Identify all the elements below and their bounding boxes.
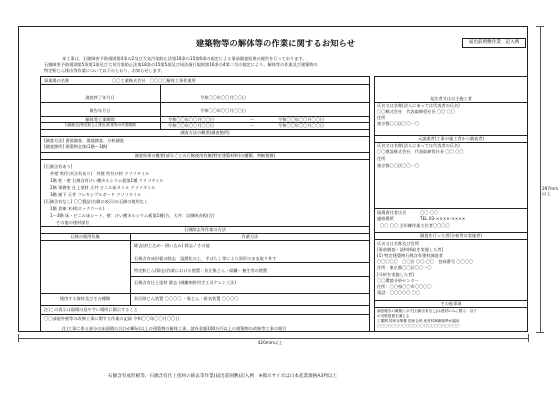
work-row-3: 特定粉じん(除去)作業における措置：負圧集じん・隔離・養生等の措置 bbox=[134, 268, 268, 273]
method-line-2: [調査箇所] 建築物全体(1階〜3階) bbox=[44, 144, 108, 149]
bottom-note: 注)工事に係る部分の床面積の合計が80㎡以上の建築物の解体工事、請負金額100万円以上の建築物の改修等工事の場合 bbox=[62, 326, 287, 331]
asbestos-period-tilde: 〜 bbox=[250, 123, 255, 128]
work-period-from: 令和〇〇年〇〇月〇〇日 bbox=[168, 117, 215, 122]
report-value: 令和〇〇年〇〇月〇〇日 bbox=[200, 108, 247, 113]
result-line-6: [石綿含有なし] 〇〇製品(右側の表示)の石綿の使用なし bbox=[44, 199, 149, 204]
contractor-addr-value: 東京都〇〇区〇〇一〇 bbox=[377, 163, 419, 168]
notes-label: 注)この表示は現場の見やすい場所に掲示すること bbox=[44, 307, 138, 312]
page-title: 建築物等の解体等の作業に関するお知らせ bbox=[196, 38, 356, 48]
surveyor-line-8: 住所：〇〇県〇〇市〇〇〇〇 bbox=[377, 284, 432, 289]
other-line-2: の対策措置を講じる bbox=[377, 314, 410, 318]
result-line-1: [石綿含有あり] bbox=[44, 164, 73, 169]
surveyor-header: 調査を行った者(分析等の実施者) bbox=[420, 233, 482, 238]
work-period-to: 令和〇〇年〇〇月〇〇日 bbox=[278, 117, 325, 122]
surveyor-line-3: (1) 特定建築物石綿含有建材調査者 bbox=[377, 253, 443, 258]
report-label: 報告年月日 bbox=[89, 108, 111, 113]
other-header: その他事項 bbox=[440, 301, 462, 306]
result-line-9: その他の建材部位 bbox=[56, 220, 90, 225]
work-header: 石綿除去等作業の方法 bbox=[184, 227, 226, 232]
client-addr-value: 東京都〇〇区〇〇一〇 bbox=[377, 121, 419, 126]
work-row-1: 除去(封じ込め・囲い込み) 除去 / その他 bbox=[134, 243, 210, 248]
height-dimension-label: 297mm以上 bbox=[542, 186, 558, 196]
result-line-4: 2階 事務室 仕上塗材 天井 ビニル床タイル クリソタイル bbox=[50, 185, 156, 190]
intro-line-2: 石綿障害予防規則第5条第1項及び大気汚染防止法第18条の15第5項及び同法施行規則第16条の4第二号の規定により、解体等の作業及び建築物の bbox=[44, 62, 318, 67]
work-row-2: 石綿含有成形板の除去 湿潤化の上、手ばらし等により原形のまま取り外す bbox=[134, 256, 277, 261]
phone-value: TEL 03-××××-×××× bbox=[420, 216, 466, 221]
contractor-name-label: 氏名又は名称(法人にあっては代表者の氏名) bbox=[377, 143, 460, 148]
client-name-value: 〇〇株式会社 代表取締役社長 〇〇 〇〇 bbox=[377, 109, 456, 114]
method-line-1: [調査方法] 書面調査、現地調査、分析調査 bbox=[44, 138, 124, 143]
intro-line-3: 特定粉じん排出等作業について以下のとおり、お知らせします。 bbox=[44, 68, 165, 73]
surveyor-line-2: [事前調査・試料採取を実施した者] bbox=[377, 247, 444, 252]
site-manager-value: 〇〇 〇〇 bbox=[420, 210, 439, 215]
contractor-name-value: 〇〇建設株式会社 代表取締役社長 〇〇 〇〇 bbox=[377, 149, 464, 154]
work-period-tilde: 〜 bbox=[250, 117, 255, 122]
result-header: 調査結果の概要(部分ごとの石綿使用有無(特定建築材料)の種類、判断根拠) bbox=[134, 153, 276, 158]
other-line-1: 調査報告の概要に示す[石綿含有なし]は建材のみに限る：以下 bbox=[377, 309, 477, 313]
survey-end-value: 令和〇〇年〇〇月〇〇日 bbox=[200, 95, 247, 100]
client-header: 発注者又は自主施工者 bbox=[430, 96, 472, 101]
tools-value: 負圧除じん装置 〇〇〇〇 ・集じん・排気装置 〇〇〇〇 bbox=[134, 296, 239, 301]
footer-box: 〇〇部屋外壁等の改修工事に関する作業の記録 令和〇〇年〇〇月〇〇日 bbox=[44, 316, 180, 321]
caption: 石綿含有成形板等、石綿含有仕上塗材の除去等作業(届出前則敷)記入例 ※掲示サイズは日本産業規格A3判以上 bbox=[108, 374, 338, 379]
work-row-4: 石綿含有仕上塗材 除去 (剥離剤併用手工具ケレン工法) bbox=[134, 280, 237, 285]
other-line-3: 工期間 国家対策費 国家合併 産材料制御基準が適用 bbox=[377, 319, 460, 323]
operator-value: 〇〇工業株式会社 〇〇〇〇解体工事作業所 bbox=[112, 78, 196, 83]
work-period-label: 解体等工事期間 bbox=[85, 117, 115, 122]
result-line-7: 1階 倉庫 木材(ロックウール) bbox=[50, 206, 105, 211]
asbestos-period-label: 石綿除去(特定粉じん排出)作業等の作業期間 bbox=[64, 123, 136, 127]
client-name-label: 氏名又は名称(法人にあっては代表者の氏名) bbox=[377, 103, 460, 108]
contractor-addr-label: 住所 bbox=[377, 156, 386, 161]
result-line-2: 外壁 吹付け(含有あり) 外壁 吹付け材 クリソタイル bbox=[50, 171, 150, 176]
contractor-header: 元請業者(工事の施工者かつ調査者) bbox=[417, 136, 485, 141]
result-line-3: 1階 柱・壁 石綿含有けい酸カルシウム板第1種 クリソタイル bbox=[50, 178, 164, 183]
method-header: 調査方法の概要(調査箇所) bbox=[180, 130, 230, 135]
surveyor-line-7: 〇〇環境分析センター bbox=[377, 278, 419, 283]
width-dimension-label: 420mm以上 bbox=[257, 340, 283, 345]
operator-label: 事業場の名称 bbox=[44, 78, 70, 83]
asbestos-period-from: 令和〇〇年〇〇月〇〇日 bbox=[168, 123, 215, 128]
example-badge: 届出前則敷作業 記入例 bbox=[462, 38, 526, 48]
surveyor-line-4: 〇〇〇〇〇 〇〇区 〇〇 〇〇 登録番号 〇〇〇〇 bbox=[377, 259, 474, 264]
phone-label: 連絡場所 bbox=[377, 216, 394, 221]
surveyor-line-1: 氏名又は名称及び住所 bbox=[377, 241, 419, 246]
result-line-5: 3階 廊下 天井 フレキシブルボード クリソタイル bbox=[50, 192, 142, 197]
other-line-4: 〇〇〇〇〇〇〇〇〇〇〇〇〇〇〇〇〇〇〇〇〇〇〇 bbox=[377, 324, 460, 328]
height-dimension-line bbox=[540, 26, 541, 332]
survey-person-label: 〇〇 〇〇 全形棟作業主任者〇〇〇〇 bbox=[380, 223, 450, 228]
result-line-8: 1〜3階 床・ビニル床シート、壁：けい酸カルシウム板第1種(合、天井：岩綿吸音板(合) bbox=[50, 213, 215, 218]
work-right-head: 作業方法 bbox=[241, 234, 259, 239]
client-addr-label: 住所 bbox=[377, 115, 386, 120]
asbestos-period-to: 令和〇〇年〇〇月〇〇日 bbox=[278, 123, 325, 128]
site-manager-label: 現場責任者氏名 bbox=[377, 210, 407, 215]
intro-line-1: 本工事は、石綿障害予防規則第4条の2及び大気汚染防止法第18条の15第6項の規定による事前調査結果の報告を行っております。 bbox=[62, 56, 307, 61]
surveyor-line-9: 電話：〇〇〇〇〇 〇〇 bbox=[377, 290, 421, 295]
surveyor-line-5: 住所：東京都〇〇区〇〇一〇 bbox=[377, 265, 432, 270]
tools-label: 使用する資材及びその種類 bbox=[59, 296, 111, 301]
survey-end-label: 調査終了年月日 bbox=[85, 95, 115, 100]
width-dimension-line bbox=[18, 338, 528, 339]
surveyor-line-6: [分析を実施した者] bbox=[377, 272, 414, 277]
work-left-head: 石綿の使用有無 bbox=[70, 234, 100, 239]
